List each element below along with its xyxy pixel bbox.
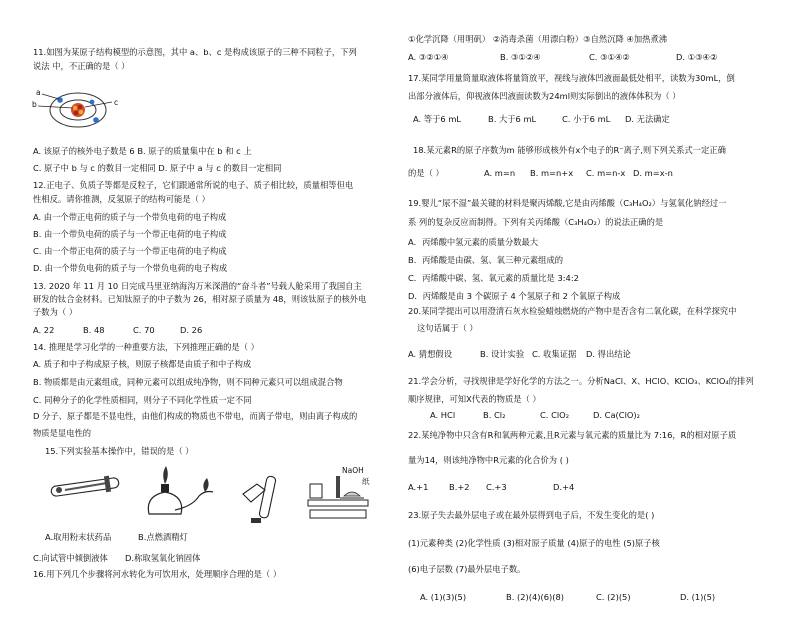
q21-stem-line2: 顺序规律，可知X代表的物质是（ ） bbox=[408, 394, 541, 404]
q20-option-c: C. 收集证据 bbox=[532, 349, 577, 359]
q19-option-d: D．丙烯酸是由 3 个碳原子 4 个氢原子和 2 个氧原子构成 bbox=[408, 291, 621, 301]
q14-option-a: A. 质子和中子构成原子核，则原子核都是由质子和中子构成 bbox=[33, 359, 252, 369]
q22-stem-line1: 22.某纯净物中只含有R和氧两种元素,且R元素与氧元素的质量比为 7:16，R的相对原子质 bbox=[408, 430, 737, 440]
q18-stem-line2: 的是（ ） bbox=[408, 168, 444, 178]
q23-option-c: C. (2)(5) bbox=[596, 592, 631, 602]
particle-b2 bbox=[79, 110, 84, 115]
naoh-pile bbox=[344, 492, 360, 496]
q19-stem-line2: 系 列的复杂反应而制得。下列有关丙烯酸（C₃H₄O₂）的说法正确的是 bbox=[408, 217, 664, 227]
q16-option-a: A. ③②①④ bbox=[408, 52, 449, 62]
q21-stem-line1: 21.学会分析，寻找规律是学好化学的方法之一。分析NaCl、X、HClO、KClO₃、KClO₄的排列 bbox=[408, 376, 754, 386]
q16-option-d: D. ①③④② bbox=[676, 52, 718, 62]
lamp-wick bbox=[161, 484, 169, 492]
atom-label-a: a bbox=[36, 88, 41, 97]
q23-stem: 23.原子失去最外层电子或在最外层得到电子后，不发生变化的是( ) bbox=[408, 510, 655, 520]
q15-figure-a-powder bbox=[45, 464, 135, 524]
atom-label-b: b bbox=[32, 100, 37, 109]
q12-option-d: D. 由一个带负电荷的质子与一个带负电荷的电子构成 bbox=[33, 263, 228, 273]
balance-base bbox=[310, 510, 366, 518]
balance-beam bbox=[308, 500, 368, 506]
electron-a2 bbox=[93, 117, 99, 123]
alcohol-lamp bbox=[148, 492, 181, 514]
q11-options-ab: A. 该原子的核外电子数是 6 B. 原子的质量集中在 b 和 c 上 bbox=[33, 146, 252, 156]
q21-option-d: D. Ca(ClO)₂ bbox=[593, 410, 640, 420]
q20-stem-line2: 这句话属于（ ） bbox=[417, 323, 478, 333]
q15-stem: 15.下列实验基本操作中，错误的是（ ） bbox=[45, 446, 194, 456]
q12-stem-line1: 12.正电子、负质子等都是反粒子，它们跟通常所说的电子、质子相比较，质量相等但电 bbox=[33, 180, 354, 190]
atom-model-figure bbox=[28, 80, 128, 140]
q15-figure-c-pour bbox=[235, 470, 295, 530]
atom-label-c: c bbox=[114, 98, 119, 107]
q15-naoh-label: NaOH bbox=[342, 466, 364, 475]
particle-b bbox=[73, 106, 78, 111]
q17-stem-line2: 出部分液体后，仰视液体凹液面读数为24ml则实际倒出的液体体积为（ ） bbox=[408, 91, 681, 101]
q17-option-a: A. 等于6 mL bbox=[413, 114, 462, 124]
q18-stem-line1: 18.某元素R的原子序数为m 能够形成核外有x个电子的R⁻离子,则下列关系式一定正确 bbox=[413, 145, 726, 155]
q20-option-b: B. 设计实验 bbox=[480, 349, 525, 359]
q16-option-b: B. ③①②④ bbox=[500, 52, 541, 62]
q12-stem-line2: 性相反。请你推测，反氢原子的结构可能是（ ） bbox=[33, 194, 210, 204]
q16-steps: ①化学沉降（用明矾） ②消毒杀菌（用漂白粉）③自然沉降 ④加热煮沸 bbox=[408, 34, 668, 44]
q12-option-c: C. 由一个带正电荷的质子与一个带正电荷的电子构成 bbox=[33, 246, 227, 256]
weights bbox=[310, 484, 322, 498]
q13-option-b: B. 48 bbox=[83, 325, 105, 335]
q15-paper-label: 纸 bbox=[362, 477, 370, 486]
q13-stem-line3: 子数为（ ） bbox=[33, 307, 78, 317]
second-lamp bbox=[175, 492, 213, 511]
pointer-c bbox=[85, 102, 112, 107]
q13-option-d: D. 26 bbox=[180, 325, 203, 335]
q12-option-b: B. 由一个带负电荷的质子与一个带正电荷的电子构成 bbox=[33, 229, 227, 239]
pointer-a bbox=[42, 94, 59, 99]
particle-c2 bbox=[74, 111, 79, 116]
q14-stem: 14. 推理是学习化学的一种重要方法，下列推理正确的是（ ） bbox=[33, 342, 259, 352]
q14-option-d-line2: 物质是显电性的 bbox=[33, 428, 92, 438]
q22-option-c: C.+3 bbox=[486, 482, 507, 492]
q11-stem-line1: 11.如图为某原子结构模型的示意图，其中 a、b、c 是构成该原子的三种不同粒子，下列 bbox=[33, 47, 357, 57]
q23-option-a: A. (1)(3)(5) bbox=[420, 592, 467, 602]
q20-stem-line1: 20.某同学提出可以用澄清石灰水检验蜡烛燃烧的产物中是否含有二氧化碳，在科学探究中 bbox=[408, 306, 737, 316]
q21-option-b: B. Cl₂ bbox=[483, 410, 506, 420]
q18-option-c: C. m=n-x bbox=[586, 168, 626, 178]
q13-stem-line2: 研发的钛合金材料。已知钛原子的中子数为 26，相对原子质量为 48，则该钛原子的核外电 bbox=[33, 294, 367, 304]
q22-stem-line2: 量为14，则该纯净物中R元素的化合价为 ( ) bbox=[408, 455, 569, 465]
q15-option-c: C.向试管中倾倒液体 bbox=[33, 553, 108, 563]
q21-option-c: C. ClO₂ bbox=[540, 410, 570, 420]
flame2 bbox=[203, 478, 208, 492]
q23-items-line2: (6)电子层数 (7)最外层电子数。 bbox=[408, 564, 526, 574]
q18-option-a: A. m=n bbox=[484, 168, 516, 178]
q22-option-a: A.+1 bbox=[408, 482, 429, 492]
q16-option-c: C. ③①④② bbox=[589, 52, 630, 62]
electron-a bbox=[57, 97, 63, 103]
q14-option-c: C. 同种分子的化学性质相同，则分子不同化学性质一定不同 bbox=[33, 395, 252, 405]
powder bbox=[56, 487, 62, 493]
q17-option-c: C. 小于6 mL bbox=[562, 114, 611, 124]
q16-stem: 16.用下列几个步骤将河水转化为可饮用水，处理顺序合理的是（ ） bbox=[33, 569, 282, 579]
q13-stem-line1: 13. 2020 年 11 月 10 日完成马里亚纳海沟万米深潜的“奋斗者”号载人舱采用了我国自主 bbox=[33, 281, 362, 291]
q14-option-b: B. 物质都是由元素组成，同种元素可以组成纯净物，则不同种元素只可以组成混合物 bbox=[33, 377, 343, 387]
q15-option-a: A.取用粉末状药品 bbox=[45, 532, 112, 542]
q11-options-cd: C. 原子中 b 与 c 的数目一定相同 D. 原子中 a 与 c 的数目一定相同 bbox=[33, 163, 282, 173]
q17-option-b: B. 大于6 mL bbox=[488, 114, 537, 124]
q15-figure-b-lamp bbox=[135, 462, 225, 522]
q13-option-a: A. 22 bbox=[33, 325, 55, 335]
q20-option-d: D. 得出结论 bbox=[586, 349, 631, 359]
q18-option-b: B. m=n+x bbox=[530, 168, 574, 178]
q17-option-d: D. 无法确定 bbox=[625, 114, 670, 124]
q12-option-a: A. 由一个带正电荷的质子与一个带负电荷的电子构成 bbox=[33, 212, 227, 222]
reagent-bottle bbox=[243, 484, 265, 502]
flame bbox=[163, 466, 168, 484]
q23-option-d: D. (1)(5) bbox=[680, 592, 716, 602]
particle-c bbox=[78, 105, 83, 110]
q14-option-d-line1: D 分子、原子都是不显电性，由他们构成的物质也不带电，而离子带电，则由离子构成的 bbox=[33, 411, 358, 421]
q18-option-d: D. m=x-n bbox=[633, 168, 673, 178]
q20-option-a: A. 猜想假设 bbox=[408, 349, 452, 359]
q19-option-c: C．丙烯酸中碳、氢、氧元素的质量比是 3:4:2 bbox=[408, 273, 579, 283]
balance-pointer bbox=[336, 476, 340, 498]
pointer-b bbox=[38, 106, 73, 108]
q17-stem-line1: 17.某同学用量筒量取液体将量筒放平，视线与液体凹液面最低处相平，读数为30mL，倒 bbox=[408, 73, 735, 83]
test-tube-c bbox=[259, 476, 277, 519]
q22-option-b: B.+2 bbox=[449, 482, 470, 492]
bottle-stopper bbox=[251, 518, 261, 523]
q23-option-b: B. (2)(4)(6)(8) bbox=[506, 592, 564, 602]
nucleus bbox=[71, 103, 85, 117]
q19-option-a: A．丙烯酸中氢元素的质量分数最大 bbox=[408, 237, 539, 247]
q19-option-b: B．丙烯酸是由碳、氢、氧三种元素组成的 bbox=[408, 255, 564, 265]
q23-items-line1: (1)元素种类 (2)化学性质 (3)相对原子质量 (4)原子的电性 (5)原子核 bbox=[408, 538, 660, 548]
q15-option-d: D.称取氢氧化钠固体 bbox=[125, 553, 201, 563]
q21-option-a: A. HCl bbox=[430, 410, 456, 420]
q13-option-c: C. 70 bbox=[133, 325, 155, 335]
q22-option-d: D.+4 bbox=[553, 482, 575, 492]
q15-option-b: B.点燃酒精灯 bbox=[138, 532, 188, 542]
q19-stem-line1: 19.婴儿“尿不湿”最关键的材料是聚丙烯酸,它是由丙烯酸（C₃H₄O₂）与氢氧化钠经过一 bbox=[408, 198, 727, 208]
q11-stem-line2: 说法 中，不正确的是（ ） bbox=[33, 61, 130, 71]
electron-a3 bbox=[90, 100, 95, 105]
